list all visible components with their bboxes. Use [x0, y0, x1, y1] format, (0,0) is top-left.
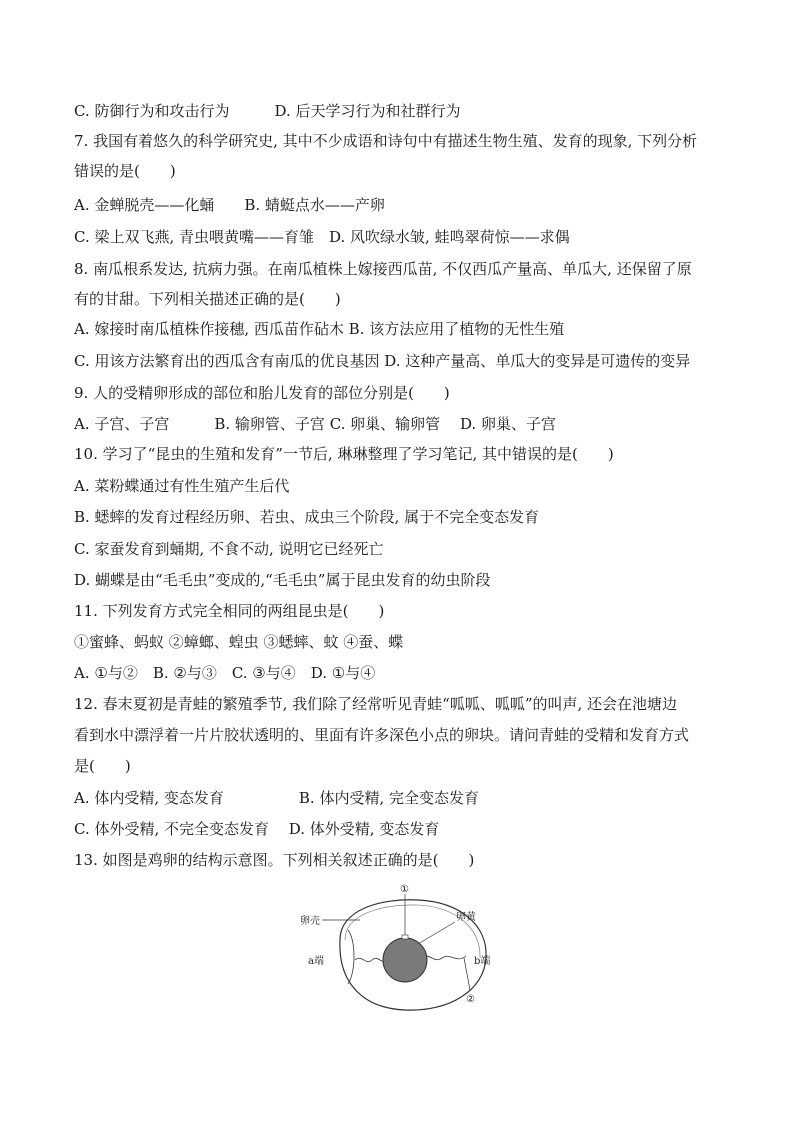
germinal-disc: [402, 935, 408, 939]
label-circled-1: ①: [400, 884, 409, 895]
option-line: C. 体外受精, 不完全变态发育 D. 体外受精, 变态发育: [74, 820, 440, 838]
yolk-circle: [383, 938, 427, 982]
option-line: D. 蝴蝶是由“毛毛虫”变成的,“毛毛虫”属于昆虫发育的幼虫阶段: [74, 571, 491, 589]
option-line: A. 菜粉蝶通过有性生殖产生后代: [74, 477, 290, 495]
question-12: 12. 春末夏初是青蛙的繁殖季节, 我们除了经常听见青蛙“呱呱、呱呱”的叫声, 还会在池塘边: [74, 695, 678, 713]
label-shell: 卵壳: [300, 916, 320, 927]
question-7: 7. 我国有着悠久的科学研究史, 其中不少成语和诗句中有描述生物生殖、发育的现象, 下列分析: [74, 132, 698, 150]
text-line: 看到水中漂浮着一片片胶状透明的、里面有许多深色小点的卵块。请问青蛙的受精和发育方式: [74, 726, 690, 744]
option-line: B. 蟋蟀的发育过程经历卵、若虫、成虫三个阶段, 属于不完全变态发育: [74, 508, 540, 526]
text-line: 错误的是( ): [74, 162, 176, 180]
egg-structure-diagram: [300, 880, 510, 1020]
option-line: A. ①与② B. ②与③ C. ③与④ D. ①与④: [74, 664, 376, 682]
option-line: C. 用该方法繁育出的西瓜含有南瓜的优良基因 D. 这种产量高、单瓜大的变异是可遗传的变异: [74, 352, 691, 370]
text-line: 是( ): [74, 757, 131, 775]
chalaza-right: [422, 956, 466, 960]
question-8: 8. 南瓜根系发达, 抗病力强。在南瓜植株上嫁接西瓜苗, 不仅西瓜产量高、单瓜大, 还保留了原: [74, 260, 692, 278]
label-a-end: a端: [308, 956, 324, 967]
text-line: ①蜜蜂、蚂蚁 ②蟑螂、蝗虫 ③蟋蟀、蚊 ④蚕、蝶: [74, 633, 404, 651]
option-line: C. 梁上双飞燕, 青虫喂黄嘴——育雏 D. 风吹绿水皱, 蛙鸣翠荷惊——求偶: [74, 228, 570, 246]
option-line: C. 家蚕发育到蛹期, 不食不动, 说明它已经死亡: [74, 540, 384, 558]
text-line: C. 防御行为和攻击行为 D. 后天学习行为和社群行为: [74, 102, 461, 120]
question-13: 13. 如图是鸡卵的结构示意图。下列相关叙述正确的是( ): [74, 851, 475, 869]
option-line: A. 子宫、子宫 B. 输卵管、子宫 C. 卵巢、输卵管 D. 卵巢、子宫: [74, 415, 556, 433]
air-cell: [348, 930, 354, 984]
question-10: 10. 学习了“昆虫的生殖和发育”一节后, 琳琳整理了学习笔记, 其中错误的是( ): [74, 445, 614, 463]
label-b-end: b端: [474, 956, 491, 967]
question-9: 9. 人的受精卵形成的部位和胎儿发育的部位分别是( ): [74, 384, 450, 402]
option-line: A. 体内受精, 变态发育 B. 体内受精, 完全变态发育: [74, 789, 480, 807]
label-yolk: 卵黄: [456, 912, 476, 923]
text-line: 有的甘甜。下列相关描述正确的是( ): [74, 290, 341, 308]
option-line: A. 嫁接时南瓜植株作接穗, 西瓜苗作砧木 B. 该方法应用了植物的无性生殖: [74, 320, 565, 338]
option-line: A. 金蝉脱壳——化蛹 B. 蜻蜓点水——产卵: [74, 196, 385, 214]
question-11: 11. 下列发育方式完全相同的两组昆虫是( ): [74, 602, 385, 620]
label-circled-2: ②: [466, 994, 475, 1005]
